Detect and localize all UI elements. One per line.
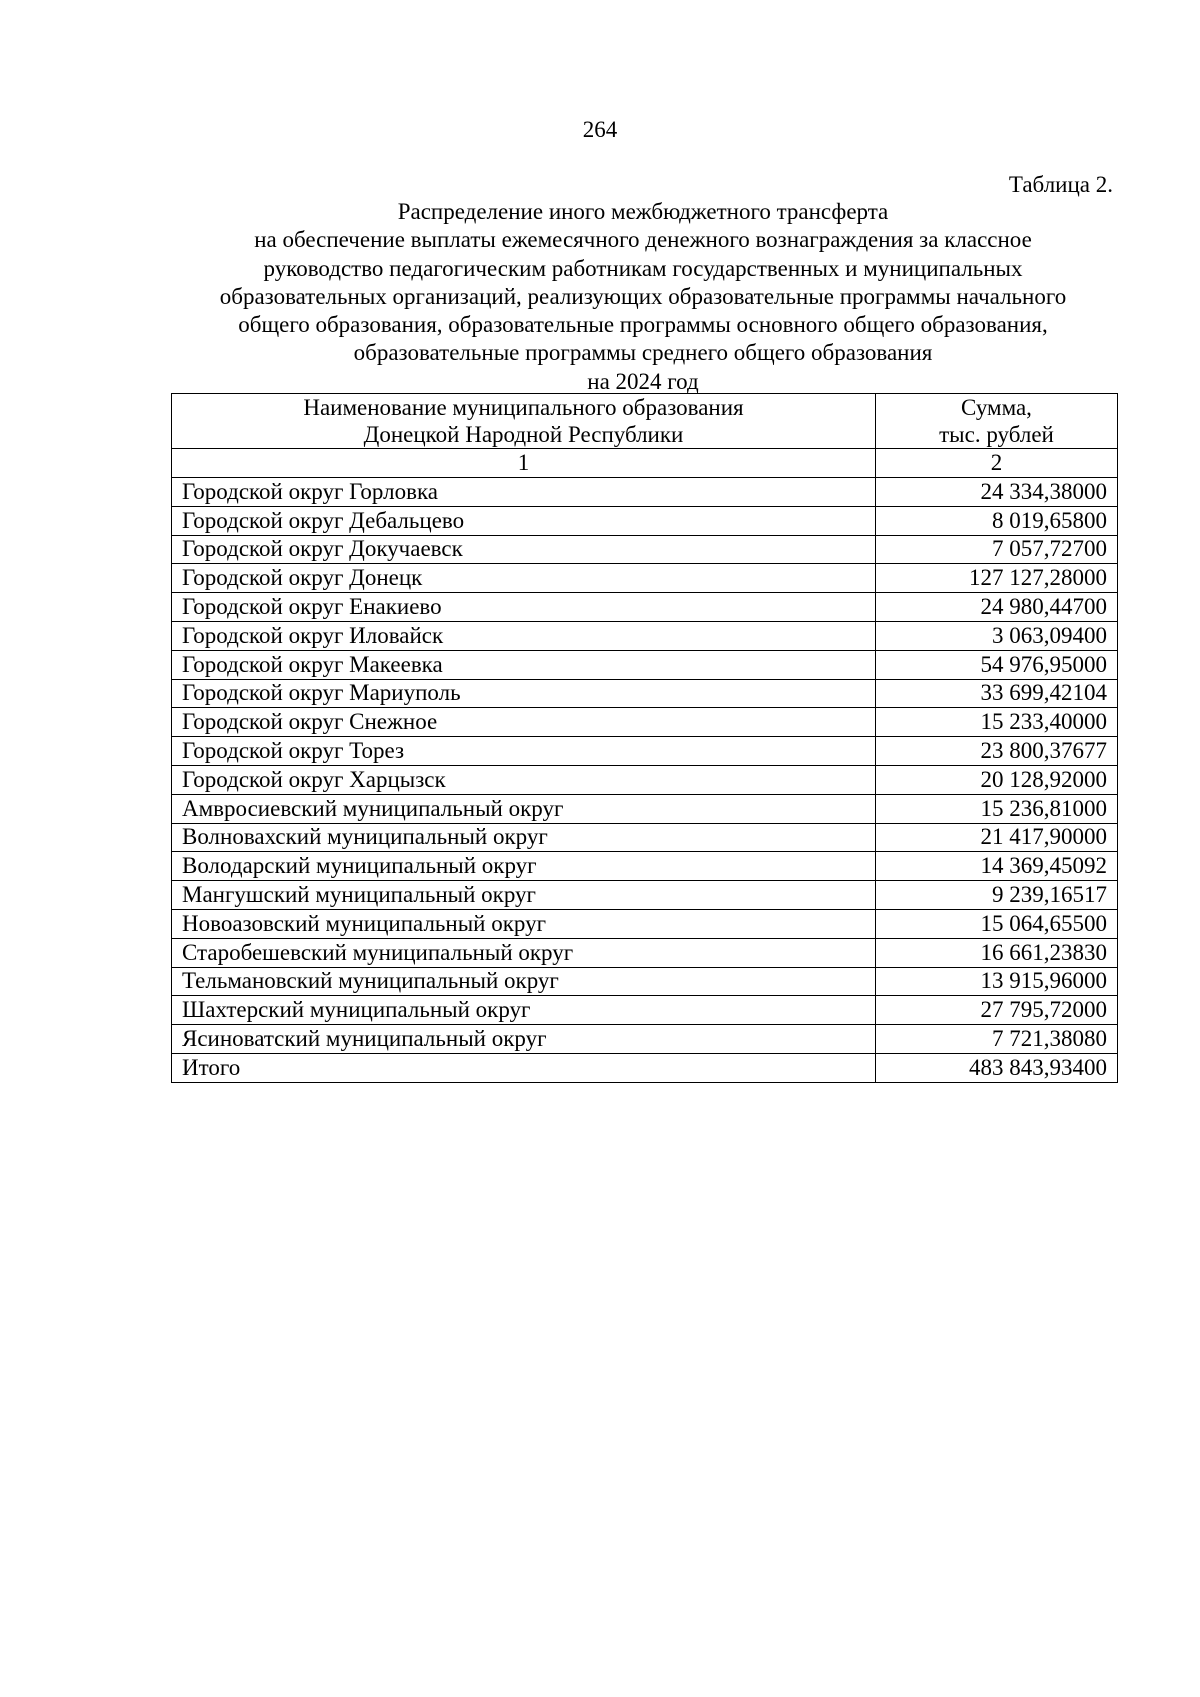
table-row	[172, 794, 1118, 823]
table-row	[172, 708, 1118, 737]
header-row	[172, 394, 1118, 449]
title-line: общего образования, образовательные программы основного общего образования,	[238, 312, 1048, 338]
table-row	[172, 679, 1118, 708]
municipality-name: Володарский муниципальный округ	[172, 852, 876, 881]
amount-value: 7 057,72700	[876, 535, 1118, 564]
municipality-name: Новоазовский муниципальный округ	[172, 909, 876, 938]
table-row	[172, 506, 1118, 535]
table-row	[172, 852, 1118, 881]
amount-value: 27 795,72000	[876, 996, 1118, 1025]
header-sum-line: тыс. рублей	[939, 422, 1054, 447]
municipality-name: Мангушский муниципальный округ	[172, 881, 876, 910]
municipality-name: Городской округ Донецк	[172, 564, 876, 593]
table-row	[172, 765, 1118, 794]
amount-value: 13 915,96000	[876, 967, 1118, 996]
municipality-name: Городской округ Дебальцево	[172, 506, 876, 535]
municipality-name: Старобешевский муниципальный округ	[172, 938, 876, 967]
amount-value: 8 019,65800	[876, 506, 1118, 535]
municipality-name: Городской округ Харцызск	[172, 765, 876, 794]
table-row	[172, 823, 1118, 852]
header-name-line: Донецкой Народной Республики	[363, 422, 684, 447]
amount-value: 15 233,40000	[876, 708, 1118, 737]
amount-value: 24 980,44700	[876, 593, 1118, 622]
table-row	[172, 478, 1118, 507]
header-name	[172, 394, 876, 449]
title-line: образовательные программы среднего общего образования	[353, 340, 933, 366]
column-number: 2	[876, 449, 1118, 478]
municipality-name: Амвросиевский муниципальный округ	[172, 794, 876, 823]
table-row	[172, 535, 1118, 564]
amount-value: 127 127,28000	[876, 564, 1118, 593]
column-number-row	[172, 449, 1118, 478]
title-line: руководство педагогическим работникам государственных и муниципальных	[263, 255, 1023, 281]
municipality-name: Итого	[172, 1053, 876, 1082]
amount-value: 16 661,23830	[876, 938, 1118, 967]
column-number: 1	[172, 449, 876, 478]
title-line: образовательных организаций, реализующих образовательные программы начального	[219, 283, 1067, 309]
amount-value: 20 128,92000	[876, 765, 1118, 794]
amount-value: 7 721,38080	[876, 1025, 1118, 1054]
municipality-name: Городской округ Макеевка	[172, 650, 876, 679]
table-row	[172, 881, 1118, 910]
header-sum	[876, 394, 1118, 449]
amount-value: 9 239,16517	[876, 881, 1118, 910]
table-row	[172, 1025, 1118, 1054]
total-row	[172, 1053, 1118, 1082]
amount-value: 23 800,37677	[876, 737, 1118, 766]
header-name-line: Наименование муниципального образования	[303, 395, 744, 420]
page-number: 264	[582, 117, 618, 142]
table-row	[172, 650, 1118, 679]
municipality-name: Тельмановский муниципальный округ	[172, 967, 876, 996]
table-row	[172, 996, 1118, 1025]
amount-value: 24 334,38000	[876, 478, 1118, 507]
amount-value: 54 976,95000	[876, 650, 1118, 679]
table-label: Таблица 2.	[1008, 172, 1113, 197]
title-line: на обеспечение выплаты ежемесячного денежного вознаграждения за классное	[254, 227, 1032, 253]
table-row	[172, 564, 1118, 593]
table-row	[172, 621, 1118, 650]
amount-value: 14 369,45092	[876, 852, 1118, 881]
table-header	[172, 394, 1118, 478]
amount-value: 15 064,65500	[876, 909, 1118, 938]
table-row	[172, 938, 1118, 967]
municipality-name: Волновахский муниципальный округ	[172, 823, 876, 852]
municipality-name: Шахтерский муниципальный округ	[172, 996, 876, 1025]
table-row	[172, 737, 1118, 766]
table-title	[170, 198, 1116, 396]
municipality-name: Городской округ Иловайск	[172, 621, 876, 650]
amount-value: 3 063,09400	[876, 621, 1118, 650]
municipality-name: Городской округ Енакиево	[172, 593, 876, 622]
municipality-name: Городской округ Мариуполь	[172, 679, 876, 708]
municipality-name: Городской округ Снежное	[172, 708, 876, 737]
table-body	[172, 478, 1118, 1083]
amount-value: 33 699,42104	[876, 679, 1118, 708]
municipality-name: Городской округ Горловка	[172, 478, 876, 507]
municipality-name: Городской округ Торез	[172, 737, 876, 766]
table-row	[172, 967, 1118, 996]
municipality-name: Городской округ Докучаевск	[172, 535, 876, 564]
table-row	[172, 593, 1118, 622]
header-sum-line: Сумма,	[961, 395, 1032, 420]
distribution-table	[171, 393, 1118, 1083]
title-line: Распределение иного межбюджетного трансферта	[397, 199, 889, 224]
amount-value: 21 417,90000	[876, 823, 1118, 852]
table-row	[172, 909, 1118, 938]
amount-value: 483 843,93400	[876, 1053, 1118, 1082]
amount-value: 15 236,81000	[876, 794, 1118, 823]
municipality-name: Ясиноватский муниципальный округ	[172, 1025, 876, 1054]
title-line: на 2024 год	[587, 368, 699, 394]
